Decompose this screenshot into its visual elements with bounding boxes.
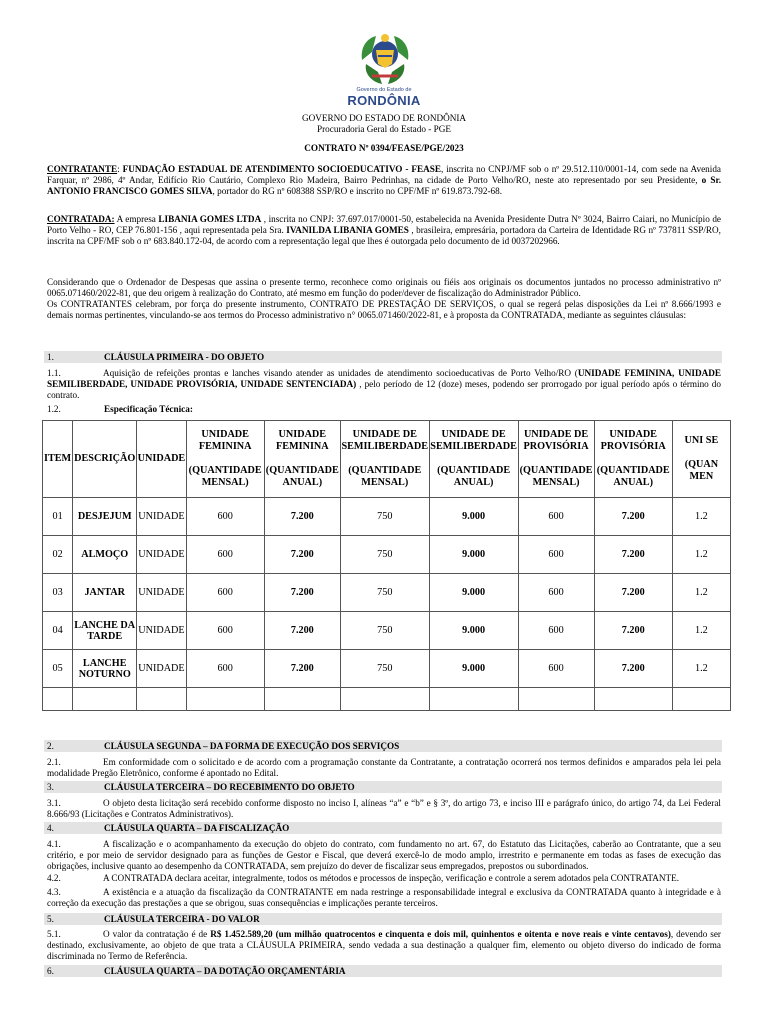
table-cell: 02	[43, 536, 73, 574]
clause-2-header	[44, 740, 722, 752]
table-cell: 7.200	[264, 574, 340, 612]
spec-table-header-text: (QUANTIDADE	[437, 465, 511, 476]
clause-4-header	[44, 822, 722, 834]
table-cell: 600	[186, 498, 264, 536]
table-cell	[594, 688, 672, 711]
table-row	[43, 498, 731, 536]
item-2-1-paragraph: Em conformidade com o solicitado e de acordo com a programação constante da Contratante, a contratação ocorrerá nos termos definidos e amparados pela lei pela modalidade Pregão Eletrônico, conforme é apontado no Edital.	[47, 757, 721, 779]
table-cell: 600	[518, 650, 594, 688]
clause-6-number: 6.	[47, 966, 54, 976]
spec-table-header-text: UNIDADE DE PROVISÓRIA	[523, 429, 589, 452]
spec-table-header-cell	[594, 421, 672, 498]
item-4-2-paragraph: A CONTRATADA declara aceitar, integralmente, todos os métodos e processos de inspeção, verificação e controle a serem adotados pela CONTRATANTE.	[103, 873, 680, 883]
contratada-tail: , brasileira, empresária, portadora da Carteira de Identidade RG nº 737811 SSP/RO, inscrita na CPF/MF sob o nº 683.840.172-04, de acordo com a representação legal que lhes é outorgada pelo documento de id 0037202966.	[47, 225, 721, 247]
clause-3-header	[44, 781, 722, 793]
table-cell: 7.200	[594, 612, 672, 650]
spec-table-header-text: (QUAN	[684, 459, 719, 470]
table-cell: 01	[43, 498, 73, 536]
spec-table-header-text: UNIDADE FEMININA	[275, 429, 329, 452]
contratada-body: , inscrita no CNPJ: 37.697.017/0001-50, estabelecida na Avenida Presidente Dutra Nº 3024, Bairro Caiari, no Município de Porto Velho - RO, CEP 76.801-156 , aqui representada pela Sra.	[47, 214, 721, 236]
table-cell	[137, 688, 186, 711]
table-cell: 750	[340, 574, 429, 612]
item-3-1-paragraph: O objeto desta licitação será recebido conforme disposto no inciso I, alíneas “a” e “b” e § 3º, do artigo 73, e inciso III e parágrafo único, do artigo 74, da Lei Federal 8.666/93 (Licitações e Contratos Administrativos).	[47, 798, 721, 820]
table-cell: 600	[186, 612, 264, 650]
table-cell: 03	[43, 574, 73, 612]
clause-4-number: 4.	[47, 823, 54, 833]
item-1-1-number: 1.1.	[47, 368, 61, 378]
contratada-pre: A empresa	[114, 214, 159, 224]
table-cell	[429, 688, 518, 711]
clause-1-number: 1.	[47, 352, 54, 362]
logo-subtitle: Governo do Estado de	[356, 87, 412, 93]
table-row	[43, 536, 731, 574]
table-cell: UNIDADE	[137, 574, 186, 612]
spec-table-header-text: UNIDADE	[137, 453, 186, 464]
table-cell: 600	[186, 650, 264, 688]
item-2-1-number: 2.1.	[47, 757, 61, 767]
table-cell: UNIDADE	[137, 536, 186, 574]
spec-table-header-text: (QUANTIDADE	[348, 465, 422, 476]
contratada-label: CONTRATADA:	[47, 214, 115, 224]
contratada-name: LIBANIA GOMES LTDA	[158, 214, 262, 224]
table-cell	[340, 688, 429, 711]
table-cell: UNIDADE	[137, 650, 186, 688]
table-cell: 7.200	[264, 536, 340, 574]
spec-table-header-cell	[43, 421, 73, 498]
contract-title: CONTRATO Nº 0394/FEASE/PGE/2023	[304, 143, 464, 153]
spec-table-header-cell	[73, 421, 137, 498]
clause-2-number: 2.	[47, 741, 54, 751]
table-cell: 7.200	[594, 498, 672, 536]
table-cell	[672, 688, 730, 711]
item-1-2-number: 1.2.	[47, 404, 61, 414]
table-cell	[43, 688, 73, 711]
item-4-1-number: 4.1.	[47, 839, 61, 849]
spec-table-header-text: (QUANTIDADE	[188, 465, 262, 476]
spec-table-header-text: MENSAL)	[532, 477, 580, 488]
celebram-paragraph: Os CONTRATANTES celebram, por força do presente instrumento, CONTRATO DE PRESTAÇÃO DE SERVIÇOS, o qual se regerá pelas disposições da Lei nº 8.666/1993 e demais normas pertinentes, vinculando-se aos termos do Processo administrativo n° 0065.071460/2022-81, e à proposta da CONTRATADA, mediante as seguintes cláusulas:	[47, 299, 721, 321]
table-cell: DESJEJUM	[73, 498, 137, 536]
table-cell: 1.2	[672, 536, 730, 574]
clause-1-title: CLÁUSULA PRIMEIRA - DO OBJETO	[104, 352, 265, 362]
table-cell	[518, 688, 594, 711]
item-5-1-value: R$ 1.452.589,20 (um milhão quatrocentos e cinquenta e dois mil, quinhentos e oitenta e nove reais e vinte centavos)	[210, 929, 671, 939]
spec-table-header-cell	[137, 421, 186, 498]
table-cell: 1.2	[672, 574, 730, 612]
contratante-name: FUNDAÇÃO ESTADUAL DE ATENDIMENTO SOCIOEDUCATIVO - FEASE	[122, 164, 441, 174]
clause-3-title: CLÁUSULA TERCEIRA – DO RECEBIMENTO DO OBJETO	[104, 782, 355, 792]
clause-5-number: 5.	[47, 914, 54, 924]
government-name: GOVERNO DO ESTADO DE RONDÔNIA	[301, 113, 467, 123]
logo-title: RONDÔNIA	[347, 93, 421, 108]
item-4-2-number: 4.2.	[47, 873, 61, 883]
item-1-1-units: UNIDADE FEMININA, UNIDADE SEMILIBERDADE, UNIDADE PROVISÓRIA, UNIDADE SENTENCIADA)	[47, 368, 721, 390]
spec-table-header-text: (QUANTIDADE	[265, 465, 339, 476]
spec-table-header-text: ANUAL)	[613, 477, 653, 488]
table-cell: 05	[43, 650, 73, 688]
spec-table-header-text: MENSAL)	[201, 477, 249, 488]
spec-table-header-text: (QUANTIDADE	[519, 465, 593, 476]
table-cell: 04	[43, 612, 73, 650]
table-cell: UNIDADE	[137, 498, 186, 536]
table-cell: 9.000	[429, 650, 518, 688]
item-4-3-paragraph: A existência e a atuação da fiscalização da CONTRATANTE em nada restringe a responsabilidade integral e exclusiva da CONTRATADA quanto à integridade e à correção da execução das prestações a que se obrigou, suas consequências e implicações perante terceiros.	[47, 887, 721, 909]
table-cell: 7.200	[264, 612, 340, 650]
spec-table-header-text: ANUAL)	[282, 477, 323, 488]
clause-5-header	[44, 913, 722, 925]
table-cell: LANCHE DA TARDE	[73, 612, 137, 650]
spec-table-header-text: DESCRIÇÃO	[74, 453, 136, 464]
item-5-1-text-a: O valor da contratação é de	[103, 929, 211, 939]
spec-table-header-text: UNIDADE DE SEMILIBERDADE	[430, 429, 517, 452]
spec-table-header-cell	[264, 421, 340, 498]
spec-table-header-text: (QUANTIDADE	[596, 465, 670, 476]
table-cell: 600	[186, 574, 264, 612]
table-cell: 1.2	[672, 612, 730, 650]
clause-2-title: CLÁUSULA SEGUNDA – DA FORMA DE EXECUÇÃO DOS SERVIÇOS	[104, 741, 400, 751]
table-cell: 9.000	[429, 612, 518, 650]
table-cell: 750	[340, 612, 429, 650]
table-cell	[186, 688, 264, 711]
contratada-representative: IVANILDA LIBANIA GOMES	[286, 225, 409, 236]
spec-table-header-text: MEN	[689, 471, 714, 482]
table-cell: 7.200	[264, 498, 340, 536]
item-4-1-paragraph: A fiscalização e o acompanhamento da execução do objeto do contrato, com fundamento no art. 67, do Estatuto das Licitações, caberão ao Contratante, que a seu critério, e por meio de servidor designado para as funções de Gestor e Fiscal, que deverá exercê-lo de modo amplo, irrestrito e permanente em todas as fases de execução das obrigações, inclusive quanto ao desempenho da CONTRATADA, sem prejuízo do dever de fiscalizar seus empregados, prepostos ou subordinados.	[47, 839, 721, 872]
spec-table-header-cell	[518, 421, 594, 498]
clause-6-header	[44, 965, 722, 977]
item-5-1-number: 5.1.	[47, 929, 61, 939]
table-cell: 600	[186, 536, 264, 574]
spec-table-header-cell	[672, 421, 730, 498]
table-cell: LANCHE NOTURNO	[73, 650, 137, 688]
spec-table-header-row	[43, 421, 731, 498]
table-cell: 600	[518, 536, 594, 574]
table-cell: 7.200	[594, 536, 672, 574]
item-5-1-paragraph	[47, 929, 721, 963]
table-cell: JANTAR	[73, 574, 137, 612]
table-cell: 1.2	[672, 498, 730, 536]
table-cell	[264, 688, 340, 711]
table-cell: 750	[340, 650, 429, 688]
table-cell: 750	[340, 536, 429, 574]
spec-table	[42, 420, 731, 711]
item-3-1-number: 3.1.	[47, 798, 61, 808]
clause-4-title: CLÁUSULA QUARTA – DA FISCALIZAÇÃO	[104, 823, 290, 833]
table-row	[43, 688, 731, 711]
table-cell: 7.200	[594, 650, 672, 688]
table-row	[43, 650, 731, 688]
table-cell: 9.000	[429, 574, 518, 612]
spec-table-header-text: ITEM	[43, 453, 72, 464]
spec-table-header-text: MENSAL)	[361, 477, 409, 488]
spec-table-header-cell	[429, 421, 518, 498]
clause-6-title: CLÁUSULA QUARTA – DA DOTAÇÃO ORÇAMENTÁRIA	[104, 966, 346, 976]
table-cell: 750	[340, 498, 429, 536]
item-1-1-text-c: , pelo período de 12 (doze) meses, podendo ser prorrogado por igual período após o término do contrato.	[47, 379, 721, 401]
table-cell: ALMOÇO	[73, 536, 137, 574]
item-1-2-label: Especificação Técnica:	[104, 404, 193, 414]
table-cell: 600	[518, 612, 594, 650]
table-row	[43, 574, 731, 612]
clause-3-number: 3.	[47, 782, 54, 792]
spec-table-header-cell	[186, 421, 264, 498]
spec-table-header-text: ANUAL)	[453, 477, 494, 488]
spec-table-header-text: UNIDADE FEMININA	[198, 429, 252, 452]
contratante-body: , inscrita no CNPJ/MF sob o nº 29.512.110/0001-14, com sede na Avenida Farquar, nº 2986, 4º Andar, Edifício Rio Cautário, Complexo Rio Madeira, Bairro Pedrinhas, na cidade de Porto Velho/RO, neste ato representado por seu Presidente,	[47, 164, 721, 186]
clause-5-title: CLÁUSULA TERCEIRA - DO VALOR	[104, 914, 260, 924]
table-cell: 7.200	[264, 650, 340, 688]
contratante-paragraph: CONTRATANTE: FUNDAÇÃO ESTADUAL DE ATENDIMENTO SOCIOEDUCATIVO - FEASE, inscrita no CNPJ/MF sob o nº 29.512.110/0001-14, com sede na Avenida Farquar, nº 2986, 4º Andar, Edifício Rio Cautário, Complexo Rio Madeira, Bairro Pedrinhas, na cidade de Porto Velho/RO, neste ato representado por seu Presidente, o Sr. ANTONIO FRANCISCO GOMES SILVA, portador do RG nº 608388 SSP/RO e inscrito no CPF/MF nº 619.873.792-68.	[47, 164, 722, 197]
table-cell	[73, 688, 137, 711]
table-cell: 600	[518, 574, 594, 612]
table-cell: 9.000	[429, 536, 518, 574]
contratante-representative: o Sr. ANTONIO FRANCISCO GOMES SILVA	[47, 175, 722, 197]
item-5-1-text-c: , devendo ser destinado, exclusivamente, ao objeto de que trata a CLÁUSULA PRIMEIRA, sendo vedada a sua destinação a qualquer fim, elemento ou objeto diverso do indicado de forma discriminada no Termo de Referência.	[47, 929, 721, 962]
spec-table-header-text: UNIDADE DE SEMILIBERDADE	[341, 429, 429, 452]
contratante-tail: , portador do RG nº 608388 SSP/RO e inscrito no CPF/MF nº 619.873.792-68.	[212, 186, 503, 197]
table-cell: 1.2	[672, 650, 730, 688]
table-cell: 600	[518, 498, 594, 536]
agency-name: Procuradoria Geral do Estado - PGE	[317, 124, 451, 134]
item-1-1-text-a: Aquisição de refeições prontas e lanches visando atender as unidades de atendimento socioeducativas de Porto Velho/RO (	[103, 368, 578, 378]
spec-table-header-text: UNIDADE PROVISÓRIA	[600, 429, 666, 452]
table-cell: UNIDADE	[137, 612, 186, 650]
item-4-3-number: 4.3.	[47, 887, 61, 897]
table-cell: 7.200	[594, 574, 672, 612]
table-cell: 9.000	[429, 498, 518, 536]
table-row	[43, 612, 731, 650]
spec-table-header-cell	[340, 421, 429, 498]
contratante-label: CONTRATANTE	[47, 164, 118, 174]
considerando-paragraph: Considerando que o Ordenador de Despesas que assina o presente termo, reconhece como originais ou fiéis aos originais os documentos juntados no processo administrativo nº 0065.071460/2022-81, que deu origem à realização do Contrato, até mesmo em função do poder/dever de fiscalização do Administrador Público.	[47, 277, 721, 299]
spec-table-header-text: UNI SE	[684, 435, 719, 446]
